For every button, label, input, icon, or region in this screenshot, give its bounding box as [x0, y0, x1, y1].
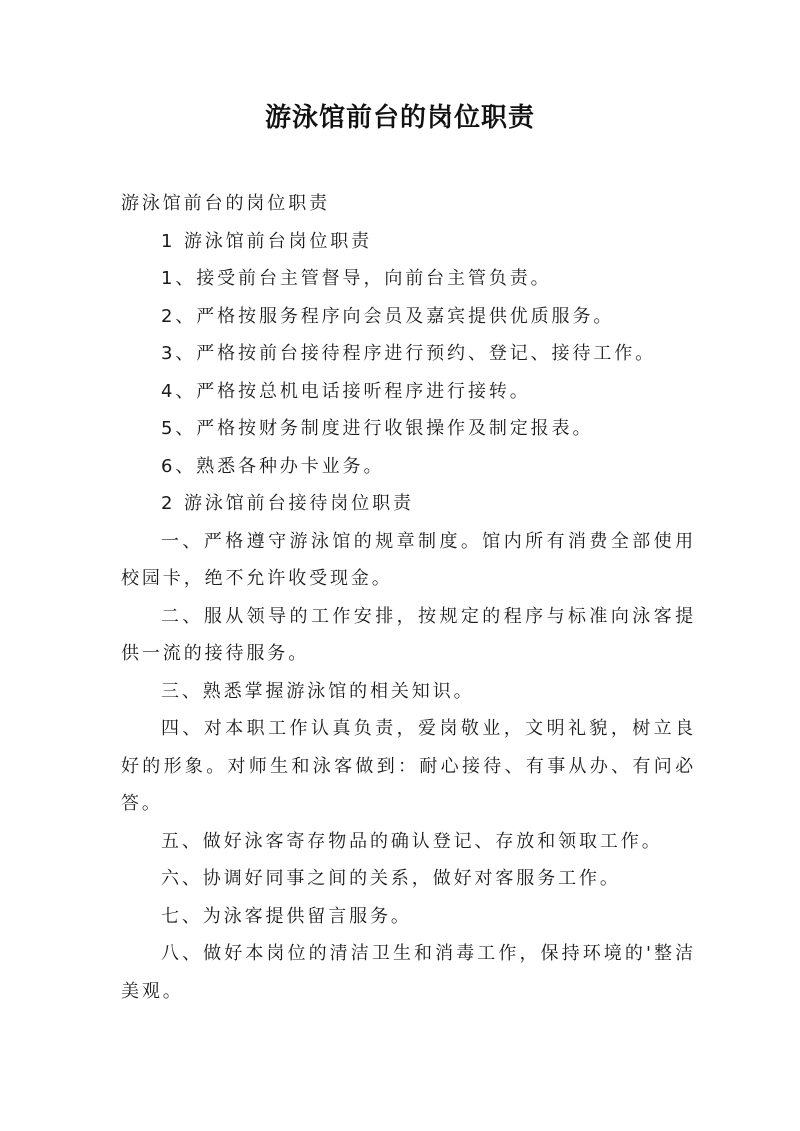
list-item: 七、为泳客提供留言服务。	[161, 905, 412, 927]
list-item: 一、严格遵守游泳馆的规章制度。馆内所有消费全部使用校园卡，绝不允许收受现金。	[121, 530, 696, 589]
list-item: 三、熟悉掌握游泳馆的相关知识。	[161, 680, 475, 702]
list-item: 四、对本职工作认真负责，爱岗敬业，文明礼貌，树立良好的形象。对师生和泳客做到：耐心接待、有事从办、有问必答。	[121, 718, 696, 814]
list-item: 6、熟悉各种办卡业务。	[161, 455, 385, 477]
list-item: 六、协调好同事之间的关系，做好对客服务工作。	[161, 868, 621, 889]
list-item: 1、接受前台主管督导，向前台主管负责。	[161, 268, 552, 289]
paragraph-heading: 游泳馆前台的岗位职责	[121, 193, 330, 214]
document-title: 游泳馆前台的岗位职责	[264, 103, 535, 133]
list-item: 3、严格按前台接待程序进行预约、登记、接待工作。	[161, 343, 657, 364]
section-heading: 1 游泳馆前台岗位职责	[161, 230, 373, 252]
list-item: 2、严格按服务程序向会员及嘉宾提供优质服务。	[161, 305, 615, 327]
list-item: 5、严格按财务制度进行收银操作及制定报表。	[161, 418, 594, 439]
document-body	[121, 185, 696, 1010]
list-item: 八、做好本岗位的清洁卫生和消毒工作，保持环境的'整洁美观。	[121, 943, 696, 1002]
section-heading: 2 游泳馆前台接待岗位职责	[161, 493, 414, 514]
list-item: 五、做好泳客寄存物品的确认登记、存放和领取工作。	[161, 830, 663, 852]
list-item: 二、服从领导的工作安排，按规定的程序与标准向泳客提供一流的接待服务。	[121, 605, 696, 664]
list-item: 4、严格按总机电话接听程序进行接转。	[161, 380, 531, 402]
